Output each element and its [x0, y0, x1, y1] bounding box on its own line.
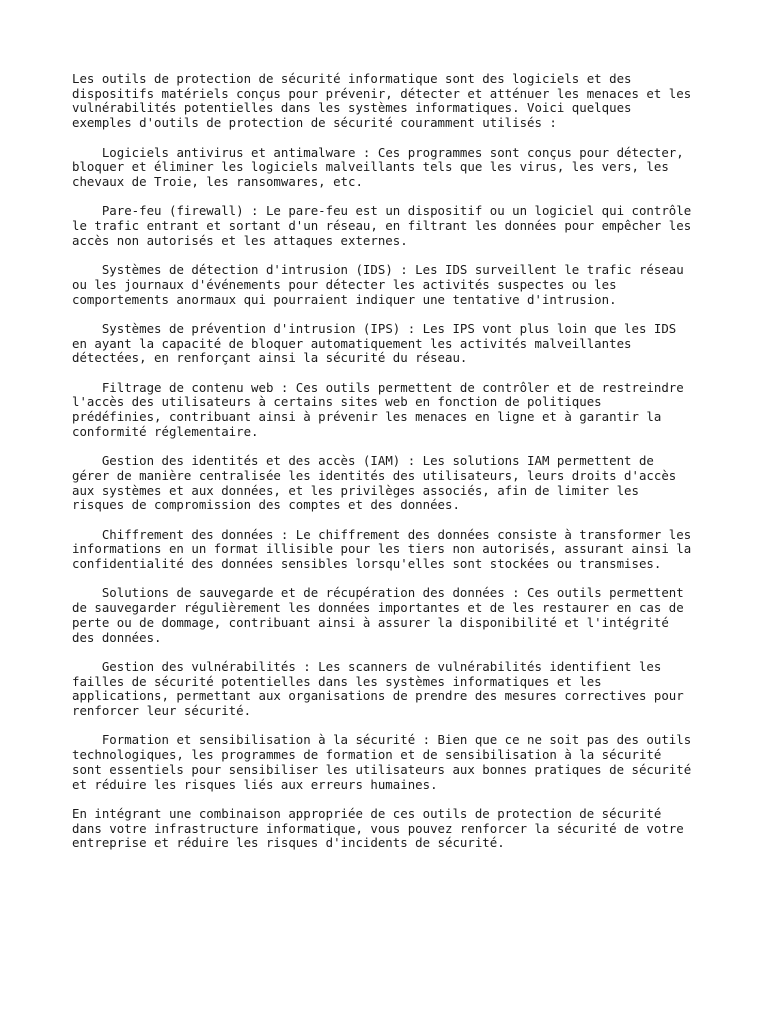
paragraph-vulnerability-management — [72, 660, 712, 719]
paragraph-ids — [72, 263, 712, 307]
paragraph-iam-text: Gestion des identités et des accès (IAM) : Les solutions IAM permettent de gérer de manière centralisée les identités des utilisateurs, leurs droits d'accès aux systèmes et aux données, et les privilèges associés, afin de limiter les risques de compromission des comptes et des données. — [72, 453, 677, 513]
paragraph-backup-text: Solutions de sauvegarde et de récupération des données : Ces outils permettent de sauvegarder régulièrement les données importantes et de les restaurer en cas de perte ou de dommage, contribuant ainsi à assurer la disponibilité et l'intégrité des données. — [72, 585, 684, 645]
intro-paragraph: Les outils de protection de sécurité informatique sont des logiciels et des dispositifs matériels conçus pour prévenir, détecter et atténuer les menaces et les vulnérabilités potentielles dans les systèmes informatiques. Voici quelques exemples d'outils de protection de sécurité couramment utilisés : — [72, 71, 692, 131]
paragraph-backup — [72, 586, 712, 645]
paragraph-antivirus-text: Logiciels antivirus et antimalware : Ces programmes sont conçus pour détecter, bloquer et éliminer les logiciels malveillants tels que les virus, les vers, les chevaux de Troie, les ransomwares, etc. — [72, 144, 684, 189]
paragraph-ips — [72, 322, 712, 366]
paragraph-ids-text: Systèmes de détection d'intrusion (IDS) : Les IDS surveillent le trafic réseau ou les journaux d'événements pour détecter les activités suspectes ou les comportements anormaux qui pourraient indiquer une tentative d'intrusion. — [72, 262, 684, 307]
conclusion-paragraph: En intégrant une combinaison appropriée de ces outils de protection de sécurité dans votre infrastructure informatique, vous pouvez renforcer la sécurité de votre entreprise et réduire les risques d'incidents de sécurité. — [72, 805, 684, 851]
paragraph-web-filtering — [72, 381, 712, 440]
paragraph-firewall — [72, 204, 712, 248]
paragraph-antivirus — [72, 146, 712, 190]
paragraph-firewall-text: Pare-feu (firewall) : Le pare-feu est un dispositif ou un logiciel qui contrôle le trafic entrant et sortant d'un réseau, en filtrant les données pour empêcher les accès non autorisés et les attaques externes. — [72, 203, 692, 248]
paragraph-ips-text: Systèmes de prévention d'intrusion (IPS) : Les IPS vont plus loin que les IDS en ayant la capacité de bloquer automatiquement les activités malveillantes détectées, en renforçant ainsi la sécurité du réseau. — [72, 320, 677, 366]
paragraph-encryption — [72, 528, 712, 572]
paragraph-training — [72, 733, 712, 792]
paragraph-web-filtering-text: Filtrage de contenu web : Ces outils permettent de contrôler et de restreindre l'accès des utilisateurs à certains sites web en fonction de politiques prédéfinies, contribuant ainsi à prévenir les menaces en ligne et à garantir la conformité réglementaire. — [72, 379, 684, 439]
paragraph-training-text: Formation et sensibilisation à la sécurité : Bien que ce ne soit pas des outils technologiques, les programmes de formation et de sensibilisation à la sécurité sont essentiels pour sensibiliser les utilisateurs aux bonnes pratiques de sécurité et réduire les risques liés aux erreurs humaines. — [72, 732, 692, 792]
paragraph-vulnerability-management-text: Gestion des vulnérabilités : Les scanners de vulnérabilités identifient les failles de sécurité potentielles dans les systèmes informatiques et les applications, permettant aux organisations de prendre des mesures correctives pour renforcer leur sécurité. — [72, 658, 684, 719]
paragraph-iam — [72, 454, 712, 513]
document-page — [72, 72, 712, 866]
paragraph-encryption-text: Chiffrement des données : Le chiffrement des données consiste à transformer les informations en un format illisible pour les tiers non autorisés, assurant ainsi la confidentialité des données sensibles lorsqu'elles sont stockées ou transmises. — [72, 526, 692, 572]
